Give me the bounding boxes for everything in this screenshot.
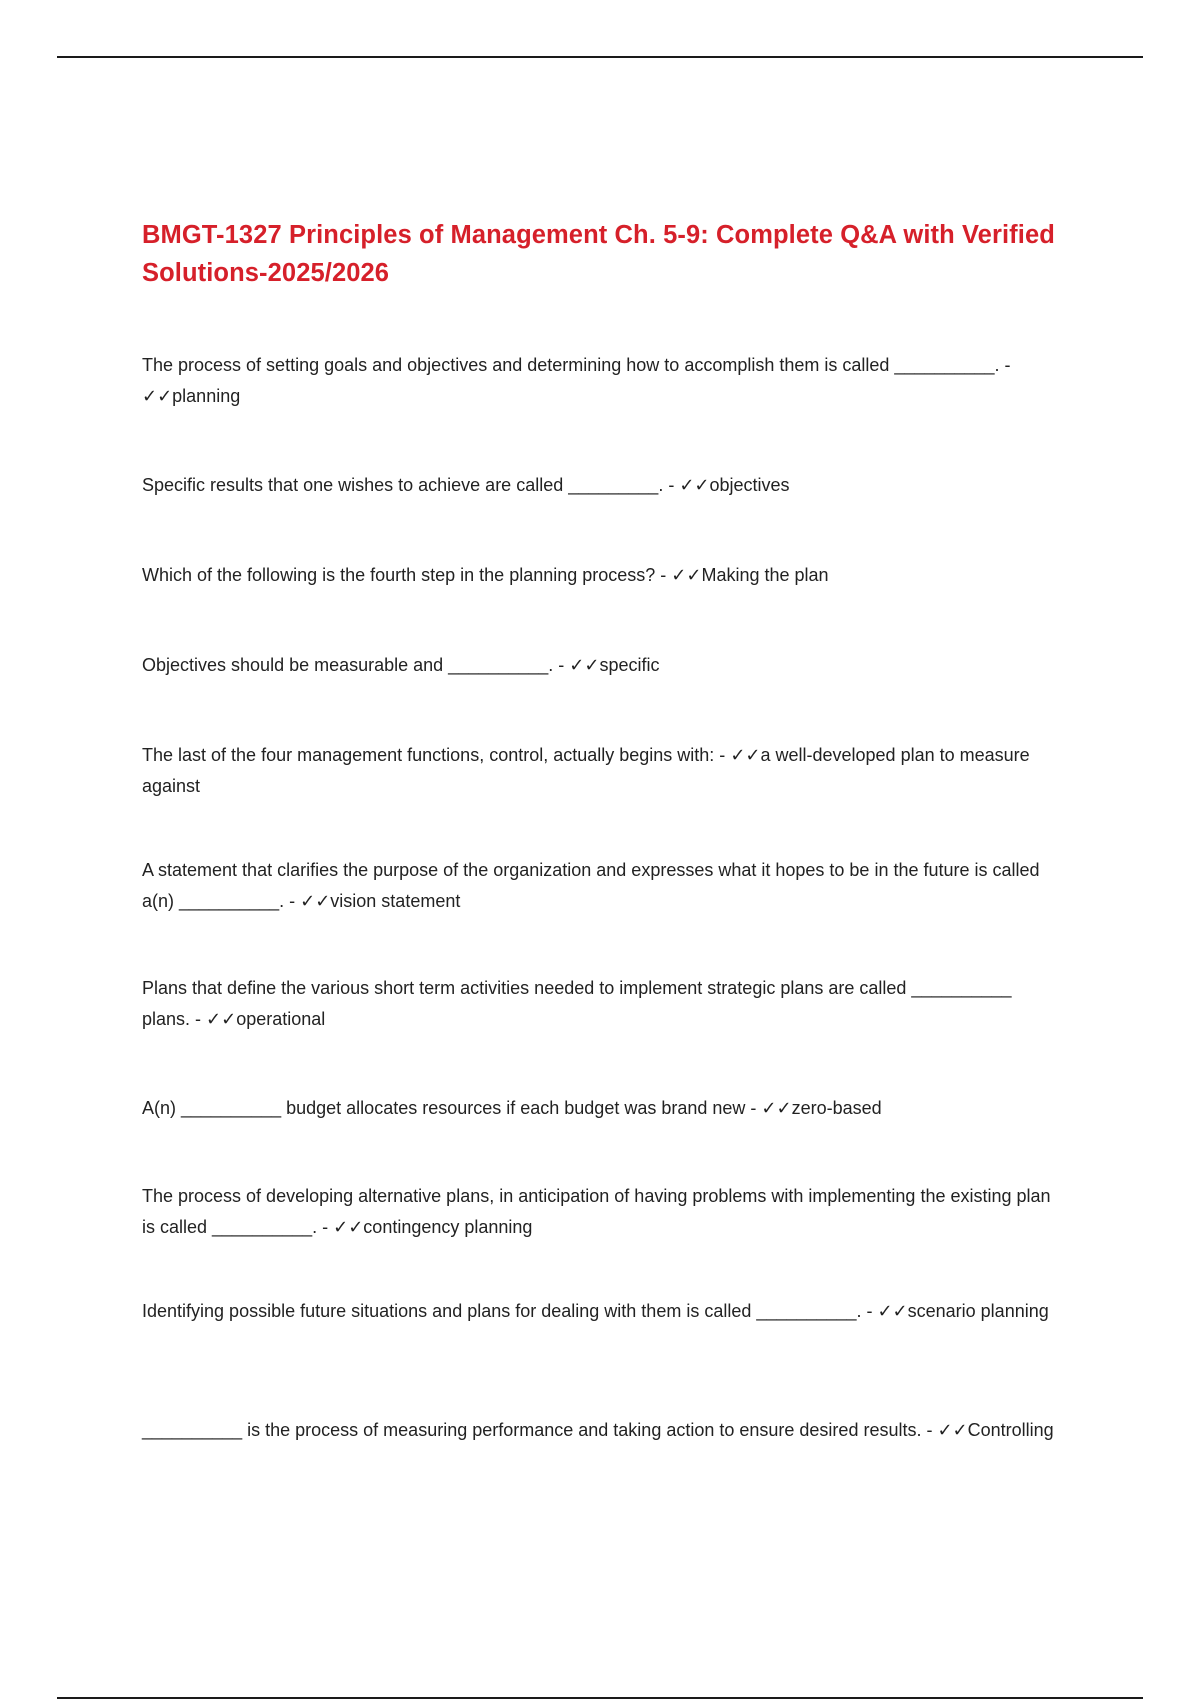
qa-answer: ✓✓objectives [679, 475, 790, 495]
document-body [142, 216, 1062, 292]
qa-item [142, 650, 1062, 681]
qa-item [142, 560, 1062, 591]
qa-question: Specific results that one wishes to achieve are called _________. - [142, 475, 680, 495]
qa-question: Identifying possible future situations and plans for dealing with them is called __________. - [142, 1301, 878, 1321]
qa-answer: ✓✓planning [142, 386, 241, 406]
qa-question: __________ is the process of measuring performance and taking action to ensure desired results. - [142, 1420, 938, 1440]
qa-item [142, 1415, 1062, 1446]
qa-item [142, 973, 1062, 1035]
qa-question: The process of developing alternative plans, in anticipation of having problems with implementing the existing plan is called __________. - [142, 1186, 1051, 1237]
qa-item [142, 1181, 1062, 1243]
qa-item [142, 855, 1062, 917]
qa-item [142, 740, 1062, 802]
qa-item [142, 1093, 1062, 1124]
qa-answer: ✓✓zero-based [761, 1098, 882, 1118]
qa-answer: ✓✓vision statement [300, 891, 461, 911]
qa-question: A statement that clarifies the purpose of the organization and expresses what it hopes to be in the future is called a(n) __________. - [142, 860, 1040, 911]
qa-answer: ✓✓specific [569, 655, 660, 675]
document-title: BMGT-1327 Principles of Management Ch. 5-9: Complete Q&A with Verified Solutions-2025/2026 [142, 221, 1055, 287]
qa-answer: ✓✓Making the plan [671, 565, 829, 585]
qa-question: Plans that define the various short term activities needed to implement strategic plans are called __________ plans. - [142, 978, 1012, 1029]
qa-question: The last of the four management functions, control, actually begins with: - [142, 745, 731, 765]
qa-question: A(n) __________ budget allocates resources if each budget was brand new - [142, 1098, 762, 1118]
qa-item [142, 1296, 1062, 1327]
qa-answer: ✓✓Controlling [937, 1420, 1054, 1440]
qa-answer: ✓✓operational [206, 1009, 326, 1029]
qa-answer: ✓✓scenario planning [877, 1301, 1049, 1321]
qa-item [142, 350, 1062, 412]
qa-question: Which of the following is the fourth step in the planning process? - [142, 565, 672, 585]
qa-question: Objectives should be measurable and __________. - [142, 655, 570, 675]
bottom-rule [57, 1697, 1143, 1699]
top-rule [57, 56, 1143, 58]
qa-answer: ✓✓a well-developed plan to measure against [142, 745, 1030, 796]
qa-question: The process of setting goals and objectives and determining how to accomplish them is called __________. - [142, 355, 1011, 375]
qa-item [142, 470, 1062, 501]
qa-answer: ✓✓contingency planning [333, 1217, 533, 1237]
